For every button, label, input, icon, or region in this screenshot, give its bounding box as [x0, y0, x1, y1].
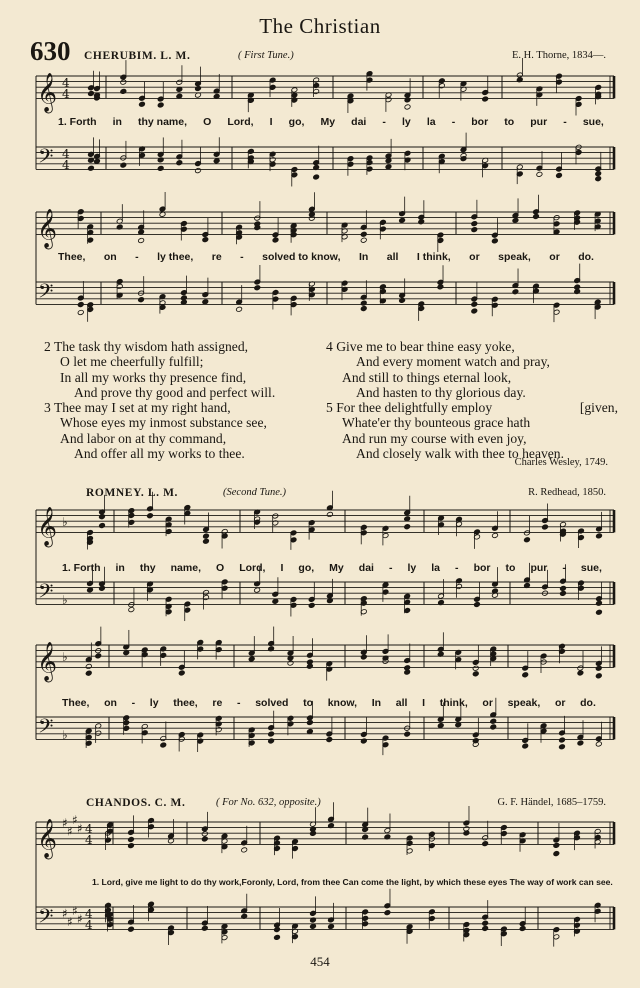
romney-line2-syllable: re [212, 697, 223, 709]
time-signature-icon: 4 [85, 822, 93, 836]
note-head [360, 738, 367, 744]
chandos-line1-syllable: For [241, 877, 256, 887]
note-head [248, 656, 255, 662]
bass-clef-icon: 𝄢 [38, 714, 54, 743]
note-head [472, 671, 479, 677]
note-head [560, 585, 567, 591]
romney-line1-syllable: thy [139, 562, 156, 574]
tune-name-romney: ROMNEY. L. M. [86, 487, 179, 499]
note-head [482, 841, 489, 847]
key-signature-icon: ♭ [62, 592, 68, 607]
key-signature-icon: ♯ [62, 816, 68, 830]
note-head [147, 513, 154, 519]
note-head [287, 660, 294, 666]
romney-line1-syllable: go, [298, 562, 315, 574]
romney-line2-syllable: - [131, 697, 136, 709]
lyrics-romney-line1 [62, 562, 602, 574]
time-signature-icon: 4 [62, 158, 70, 172]
note-head [308, 602, 315, 608]
note-head [512, 217, 519, 223]
note-head [310, 923, 317, 929]
romney-line1-syllable: la [431, 562, 441, 574]
romney-line2-syllable: on [104, 697, 117, 709]
cherubim-line1-syllable: in [112, 116, 122, 128]
note-head [595, 741, 602, 747]
key-signature-icon: ♯ [67, 915, 73, 929]
note-head [482, 926, 489, 932]
note-head [472, 665, 479, 671]
note-head [195, 86, 202, 92]
cherubim-line2-syllable: re [211, 251, 222, 263]
note-head [88, 165, 95, 171]
note-head [77, 302, 84, 308]
tune-note-chandos: ( For No. 632, opposite.) [216, 797, 321, 808]
romney-line1-syllable: dai [358, 562, 374, 574]
cherubim-line1-syllable: Lord, [227, 116, 254, 128]
romney-line2-syllable: Thee, [62, 697, 90, 709]
note-head [471, 221, 478, 227]
note-head [120, 79, 127, 85]
lyrics-cherubim-line1 [58, 116, 604, 128]
note-head [471, 301, 478, 307]
verse-5: 5 For thee delightfully employ [given, Whate'er thy bounteous grace hath And run my course with even joy, And closely walk with thee to heaven. [326, 400, 618, 461]
verse-4: 4 Give me to bear thine easy yoke, And every moment watch and pray, And still to things eternal look, And hasten to thy glorious day. [326, 339, 550, 400]
tune-name-chandos: CHANDOS. C. M. [86, 797, 186, 809]
note-head [560, 590, 567, 596]
cherubim-line1-syllable: I [269, 116, 273, 128]
note-head [138, 297, 145, 303]
note-head [254, 587, 261, 593]
note-head [327, 511, 334, 517]
treble-clef-icon: 𝄞 [37, 506, 58, 547]
romney-line1-syllable: to [505, 562, 516, 574]
cherubim-line1-syllable: ly [402, 116, 411, 128]
note-head [328, 924, 335, 930]
note-head [595, 673, 602, 679]
note-head [533, 214, 540, 220]
note-head [360, 654, 367, 660]
note-head [492, 238, 499, 244]
romney-line2-syllable: - [237, 697, 241, 709]
cherubim-line2-syllable: Thee, [58, 251, 86, 263]
romney-line2-syllable: know, [327, 697, 358, 709]
cherubim-line2-syllable: all [386, 251, 399, 263]
cherubim-line2-syllable: do. [578, 251, 594, 263]
key-signature-icon: ♯ [62, 906, 68, 921]
chandos-line1-syllable: 1. Lord, give me light to do thy work, [92, 877, 242, 887]
key-signature-icon: ♯ [77, 821, 83, 836]
note-head [157, 165, 164, 171]
key-signature-icon: ♯ [72, 813, 78, 828]
note-head [519, 926, 526, 932]
note-head [178, 670, 185, 676]
romney-line2-syllable: all [395, 697, 408, 709]
note-head [85, 663, 92, 669]
note-head [360, 300, 367, 306]
bass-clef-icon: 𝄢 [38, 144, 54, 173]
romney-line2-syllable: solved [255, 697, 289, 709]
note-head [202, 237, 209, 243]
romney-line1-syllable: pur [530, 562, 548, 574]
note-head [128, 837, 135, 843]
note-head [99, 523, 106, 529]
note-head [522, 743, 529, 749]
key-signature-icon: ♯ [67, 824, 73, 839]
romney-line1-syllable: bor [473, 562, 491, 574]
cherubim-line1-syllable: - [451, 116, 456, 128]
romney-line1-syllable: - [562, 562, 566, 574]
note-head [471, 227, 478, 233]
romney-line1-syllable: - [388, 562, 393, 574]
cherubim-line1-syllable: - [563, 116, 567, 128]
note-head [404, 97, 411, 103]
cherubim-line1-syllable: pur [530, 116, 548, 128]
lyrics-romney-line2 [62, 697, 596, 709]
romney-line1-syllable: O [216, 562, 225, 574]
key-signature-icon: ♭ [62, 727, 68, 742]
cherubim-line1-syllable: 1. Forth [58, 116, 97, 128]
cherubim-line2-syllable: ly thee, [157, 251, 194, 263]
note-head [272, 237, 279, 243]
note-head [313, 174, 320, 180]
note-head [482, 96, 489, 102]
key-signature-icon: ♯ [77, 912, 83, 927]
note-head [201, 925, 208, 931]
key-signature-icon: ♭ [62, 515, 68, 530]
romney-line1-syllable: name, [170, 562, 201, 574]
tune-note-romney: (Second Tune.) [223, 487, 286, 498]
note-head [201, 831, 208, 837]
note-head [201, 836, 208, 842]
cherubim-line2-syllable: on [103, 251, 117, 263]
cherubim-line1-syllable: la [426, 116, 436, 128]
cherubim-line2-syllable: - [135, 251, 139, 263]
page-number: 454 [310, 954, 330, 969]
note-head [553, 851, 560, 857]
note-head [128, 607, 135, 613]
note-head [404, 104, 411, 110]
cherubim-line2-syllable: speak, [498, 251, 531, 263]
note-head [384, 910, 391, 916]
note-head [524, 537, 531, 543]
note-head [595, 171, 602, 177]
composer-chandos: G. F. Händel, 1685–1759. [497, 797, 606, 808]
note-head [274, 927, 281, 933]
romney-line2-syllable: or [554, 697, 566, 709]
note-head [160, 742, 167, 748]
note-head [128, 926, 135, 932]
cherubim-line1-syllable: dai [351, 116, 367, 128]
romney-line2-syllable: speak, [507, 697, 541, 709]
romney-line2-syllable: In [371, 697, 382, 709]
note-head [474, 602, 481, 608]
note-head [437, 284, 444, 290]
romney-line1-syllable: 1. Forth [62, 562, 101, 574]
note-head [268, 738, 275, 744]
note-head [307, 720, 314, 726]
note-head [559, 744, 566, 750]
treble-clef-icon: 𝄞 [37, 72, 58, 113]
note-head [157, 102, 164, 108]
cherubim-line1-syllable: O [203, 116, 212, 128]
note-head [512, 289, 519, 295]
tune-name-cherubim: CHERUBIM. L. M. [84, 50, 191, 62]
cherubim-line1-syllable: My [320, 116, 336, 128]
note-head [120, 88, 127, 94]
note-head [404, 524, 411, 530]
time-signature-icon: 4 [62, 76, 70, 90]
note-head [138, 238, 145, 244]
note-head [596, 600, 603, 606]
note-head [559, 737, 566, 743]
verse-3: 3 Thee may I set at my right hand, Whose eyes my inmost substance see, And labor on at thy command, And offer all my works to thee. [44, 400, 267, 461]
note-head [399, 217, 406, 223]
hymn-number: 630 [30, 36, 71, 66]
treble-clef-icon: 𝄞 [37, 208, 58, 249]
cherubim-line1-syllable: - [382, 116, 386, 128]
romney-line1-syllable: Lord, [239, 562, 266, 574]
note-head [88, 91, 95, 97]
note-head [385, 164, 392, 170]
note-head [418, 219, 425, 225]
cherubim-line1-syllable: to [504, 116, 515, 128]
treble-clef-icon: 𝄞 [37, 818, 58, 859]
key-signature-icon: ♯ [72, 903, 78, 918]
chandos-line1-syllable: only, Lord, from thee Can come the light, by which these eyes The way of work can see. [255, 877, 613, 887]
romney-line2-syllable: thee, [173, 697, 198, 709]
cherubim-line2-syllable: - [240, 251, 244, 263]
cherubim-line2-syllable: I think, [416, 251, 451, 263]
note-head [595, 176, 602, 182]
author-credit: Charles Wesley, 1749. [514, 457, 608, 468]
note-head [437, 723, 444, 729]
lyrics-chandos-line1 [92, 877, 613, 887]
cherubim-line1-syllable: bor [471, 116, 489, 128]
note-head [542, 524, 549, 530]
note-head [139, 101, 146, 107]
note-head [492, 533, 499, 539]
note-head [596, 533, 603, 539]
romney-line1-syllable: sue, [580, 562, 602, 574]
note-head [326, 737, 333, 743]
composer-romney: R. Redhead, 1850. [528, 487, 606, 498]
note-head [99, 514, 106, 520]
note-head [360, 237, 367, 243]
cherubim-line2-syllable: In [358, 251, 369, 263]
bass-clef-icon: 𝄢 [38, 579, 54, 608]
cherubim-line1-syllable: go, [288, 116, 305, 128]
cherubim-line2-syllable: or [469, 251, 480, 263]
cherubim-line1-syllable: sue, [582, 116, 604, 128]
note-head [94, 158, 101, 164]
note-head [85, 670, 92, 676]
note-head [553, 842, 560, 848]
note-head [95, 653, 102, 659]
note-head [577, 670, 584, 676]
note-head [254, 285, 261, 291]
romney-line1-syllable: My [329, 562, 344, 574]
note-head [241, 847, 248, 853]
note-head [128, 843, 135, 849]
lyrics-cherubim-line2 [58, 251, 594, 263]
note-head [471, 308, 478, 314]
note-head [522, 672, 529, 678]
note-head [77, 310, 84, 316]
romney-line2-syllable: ly [149, 697, 159, 709]
page-title: The Christian [259, 14, 381, 38]
time-signature-icon: 4 [62, 87, 70, 101]
note-head [595, 665, 602, 671]
romney-line1-syllable: I [280, 562, 284, 574]
romney-line2-syllable: to [303, 697, 314, 709]
note-head [399, 297, 406, 303]
note-head [99, 585, 106, 591]
note-head [404, 669, 411, 675]
verse-2: 2 The task thy wisdom hath assigned, O let me cheerfully fulfill; In all my works thy presence find, And prove thy good and perfect will. [44, 339, 276, 400]
cherubim-line2-syllable: or [549, 251, 560, 263]
romney-line1-syllable: in [115, 562, 125, 574]
note-head [236, 306, 243, 312]
time-signature-icon: 4 [62, 147, 70, 161]
note-head [274, 934, 281, 940]
key-signature-icon: ♭ [62, 650, 68, 665]
treble-clef-icon: 𝄞 [37, 641, 58, 682]
composer-cherubim: E. H. Thorne, 1834—. [511, 50, 606, 61]
romney-line2-syllable: think, [439, 697, 468, 709]
bass-clef-icon: 𝄢 [38, 279, 54, 308]
romney-line1-syllable: - [455, 562, 459, 574]
romney-line2-syllable: or [482, 697, 493, 709]
romney-line2-syllable: I [422, 697, 426, 709]
note-head [536, 171, 543, 177]
note-head [404, 731, 411, 737]
time-signature-icon: 4 [85, 833, 93, 847]
cherubim-line1-syllable: thy name, [138, 116, 188, 128]
note-head [490, 718, 497, 724]
note-head [482, 920, 489, 926]
romney-line1-syllable: ly [407, 562, 417, 574]
note-head [360, 306, 367, 312]
note-head [490, 724, 497, 730]
note-head [577, 740, 584, 746]
note-head [195, 168, 202, 174]
cherubim-line2-syllable: solved to know, [262, 251, 341, 263]
note-head [268, 731, 275, 737]
bass-clef-icon: 𝄢 [38, 904, 54, 933]
romney-line2-syllable: do. [580, 697, 596, 709]
note-head [202, 299, 209, 305]
note-head [596, 609, 603, 615]
note-head [360, 231, 367, 237]
note-head [203, 533, 210, 539]
note-head [556, 173, 563, 179]
note-head [120, 162, 127, 168]
time-signature-icon: 4 [85, 907, 93, 921]
note-head [203, 538, 210, 544]
time-signature-icon: 4 [85, 918, 93, 932]
note-head [176, 160, 183, 166]
tune-note-cherubim: ( First Tune.) [238, 50, 294, 61]
note-head [213, 158, 220, 164]
